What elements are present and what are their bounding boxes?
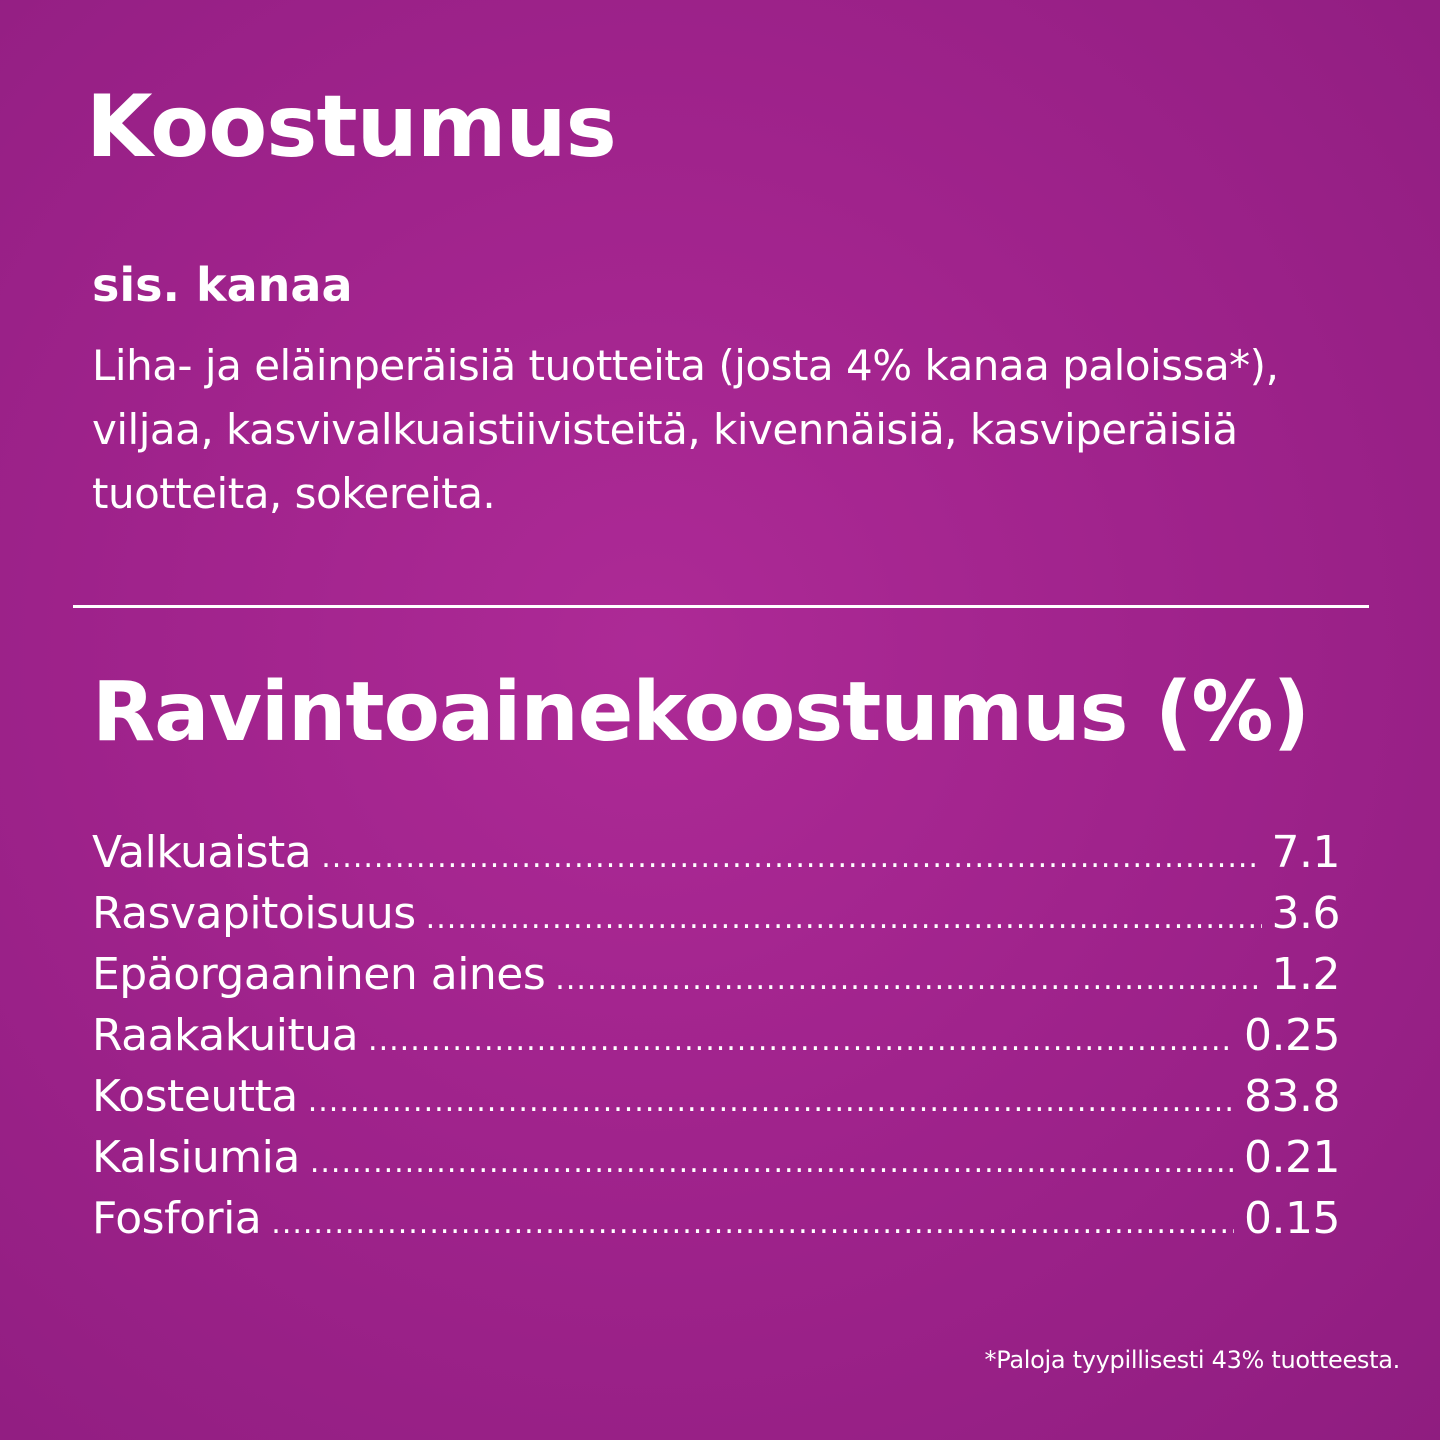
section-divider [73,605,1369,608]
nutrition-label: Epäorgaaninen aines [92,949,546,1000]
footnote: *Paloja tyypillisesti 43% tuotteesta. [984,1346,1400,1374]
composition-title: Koostumus [86,77,616,177]
nutrition-row [92,883,1340,944]
ingredients-text: Liha- ja eläinperäisiä tuotteita (josta 4% kanaa paloissa*), viljaa, kasvivalkuaistiivisteitä, kivennäisiä, kasviperäisiä tuotteita, sokereita. [92,341,1279,518]
nutrition-title: Ravintoainekoostumus (%) [92,665,1310,760]
composition-subtitle: sis. kanaa [92,258,353,312]
nutrition-label: Kosteutta [92,1071,298,1122]
nutrition-value: 83.8 [1244,1071,1340,1122]
nutrition-label: Rasvapitoisuus [92,888,416,939]
nutrition-row [92,1005,1340,1066]
dot-leader [310,1132,1234,1193]
nutrition-value: 1.2 [1271,949,1340,1000]
dot-leader [555,949,1261,1010]
nutrition-list [92,822,1340,1249]
dot-leader [271,1193,1234,1254]
nutrition-value: 0.25 [1244,1010,1340,1061]
nutrition-value: 3.6 [1271,888,1340,939]
nutrition-row [92,1188,1340,1249]
nutrition-row [92,1127,1340,1188]
nutrition-row [92,822,1340,883]
nutrition-value: 0.21 [1244,1132,1340,1183]
nutrition-row [92,944,1340,1005]
dot-leader [308,1071,1234,1132]
dot-leader [368,1010,1234,1071]
dot-leader [321,827,1261,888]
nutrition-row [92,1066,1340,1127]
dot-leader [426,888,1262,949]
nutrition-value: 7.1 [1271,827,1340,878]
nutrition-value: 0.15 [1244,1193,1340,1244]
nutrition-label: Kalsiumia [92,1132,300,1183]
nutrition-label: Raakakuitua [92,1010,359,1061]
nutrition-label: Fosforia [92,1193,262,1244]
nutrition-label: Valkuaista [92,827,312,878]
